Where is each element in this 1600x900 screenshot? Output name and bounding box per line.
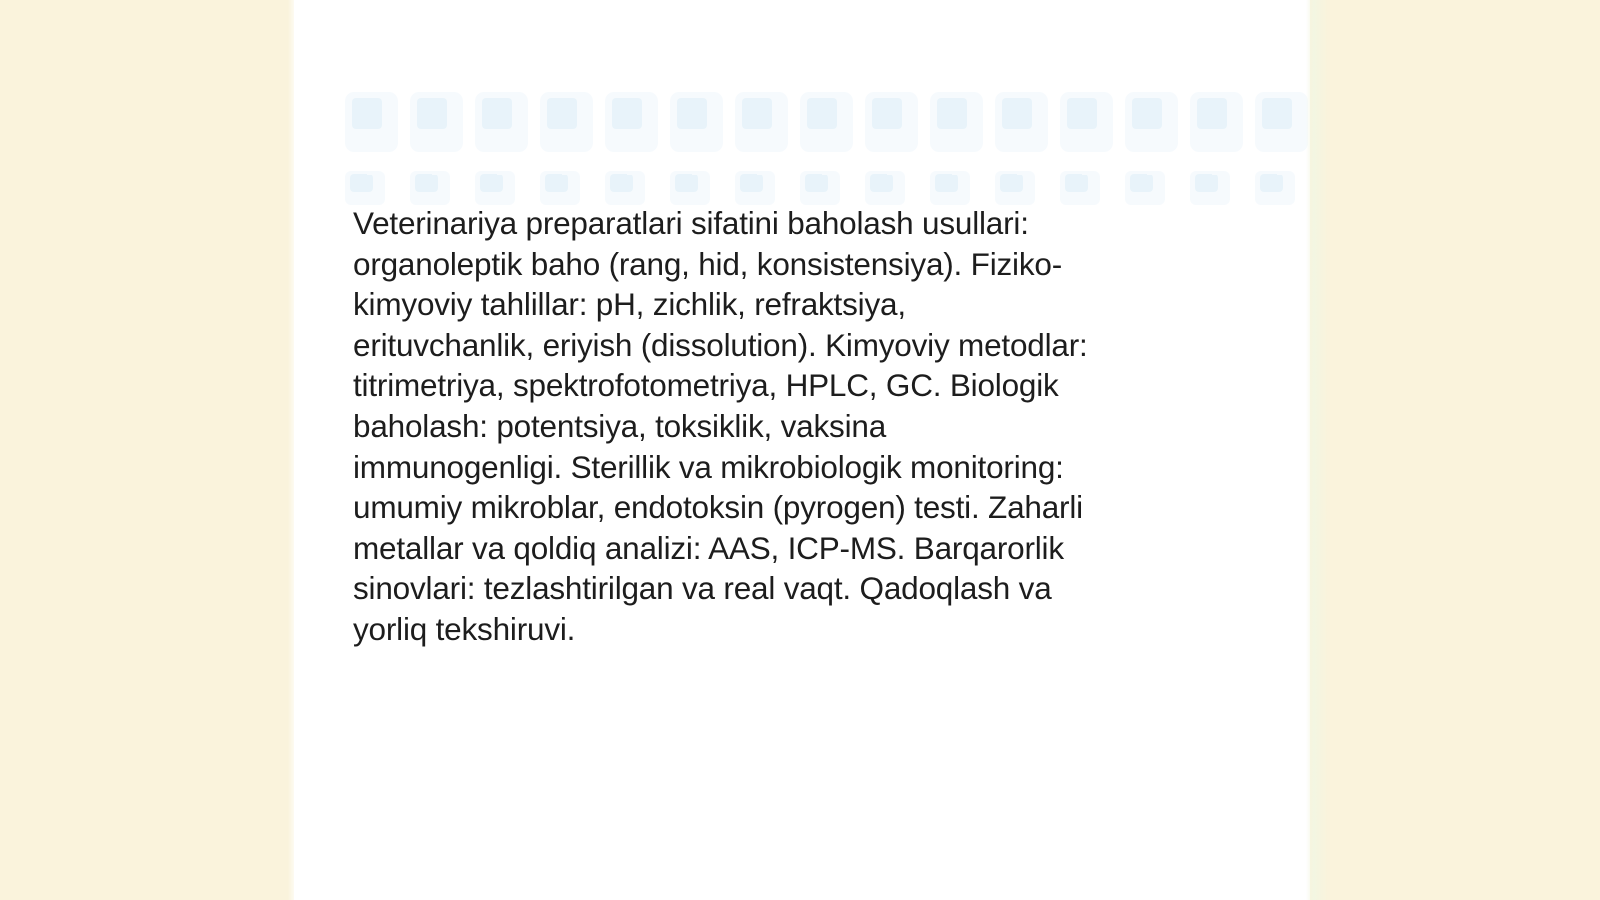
missing-glyph-box bbox=[605, 171, 645, 205]
missing-glyph-box bbox=[475, 171, 515, 205]
text-line: metallar va qoldiq analizi: AAS, ICP-MS. Barqarorlik bbox=[353, 529, 1064, 566]
missing-glyph-box bbox=[1125, 92, 1178, 152]
page-left-edge bbox=[288, 0, 294, 900]
missing-glyph-box bbox=[995, 171, 1035, 205]
missing-glyph-box bbox=[1255, 92, 1308, 152]
missing-glyph-box bbox=[540, 171, 580, 205]
missing-glyph-box bbox=[670, 92, 723, 152]
missing-glyph-box bbox=[865, 171, 905, 205]
missing-glyph-box bbox=[930, 92, 983, 152]
missing-glyph-box bbox=[1060, 171, 1100, 205]
missing-glyph-box bbox=[865, 92, 918, 152]
missing-glyph-box bbox=[1255, 171, 1295, 205]
missing-glyph-box bbox=[930, 171, 970, 205]
missing-glyph-box bbox=[995, 92, 1048, 152]
text-line: yorliq tekshiruvi. bbox=[353, 610, 576, 647]
missing-glyph-box bbox=[1060, 92, 1113, 152]
page-right-edge bbox=[1306, 0, 1328, 900]
watermark-row bbox=[345, 92, 1310, 154]
watermark-row bbox=[345, 171, 1310, 205]
missing-glyph-box bbox=[800, 92, 853, 152]
text-line: Veterinariya preparatlari sifatini baholash usullari: bbox=[353, 205, 1029, 241]
missing-glyph-box bbox=[475, 92, 528, 152]
document-page bbox=[292, 0, 1310, 900]
missing-glyph-box bbox=[670, 171, 710, 205]
missing-glyph-box bbox=[410, 171, 450, 205]
text-line: organoleptik baho (rang, hid, konsistensiya). Fiziko- bbox=[353, 245, 1063, 282]
document-text bbox=[353, 203, 1253, 650]
text-line: immunogenligi. Sterillik va mikrobiologik monitoring: bbox=[353, 448, 1064, 485]
missing-glyph-box bbox=[410, 92, 463, 152]
missing-glyph-box bbox=[800, 171, 840, 205]
missing-glyph-box bbox=[1190, 92, 1243, 152]
missing-glyph-box bbox=[345, 171, 385, 205]
text-line: kimyoviy tahlillar: pH, zichlik, refraktsiya, bbox=[353, 286, 906, 323]
missing-glyph-box bbox=[1190, 171, 1230, 205]
text-line: umumiy mikroblar, endotoksin (pyrogen) testi. Zaharli bbox=[353, 489, 1083, 526]
text-line: sinovlari: tezlashtirilgan va real vaqt. Qadoqlash va bbox=[353, 570, 1052, 607]
missing-glyph-box bbox=[540, 92, 593, 152]
missing-glyph-box bbox=[735, 171, 775, 205]
text-line: titrimetriya, spektrofotometriya, HPLC, GC. Biologik bbox=[353, 367, 1059, 404]
text-line: baholash: potentsiya, toksiklik, vaksina bbox=[353, 407, 887, 444]
missing-glyph-box bbox=[735, 92, 788, 152]
text-line: erituvchanlik, eriyish (dissolution). Kimyoviy metodlar: bbox=[353, 326, 1088, 363]
missing-glyph-box bbox=[1125, 171, 1165, 205]
missing-glyph-box bbox=[345, 92, 398, 152]
missing-glyph-box bbox=[605, 92, 658, 152]
